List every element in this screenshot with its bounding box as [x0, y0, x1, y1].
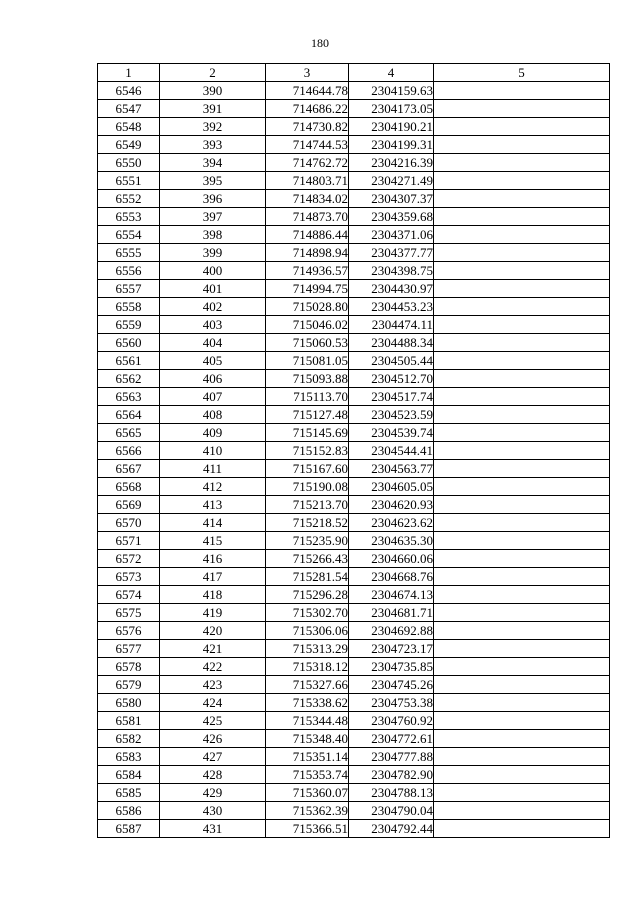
row-number-cell: 6564: [98, 406, 160, 424]
point-number-cell: 393: [160, 136, 266, 154]
table-row: [98, 496, 610, 514]
y-coordinate-cell: 2304782.90: [349, 766, 434, 784]
y-coordinate-cell: 2304760.92: [349, 712, 434, 730]
x-coordinate-cell: 715213.70: [266, 496, 349, 514]
x-coordinate-cell: 715360.07: [266, 784, 349, 802]
note-cell: [434, 208, 610, 226]
row-number-cell: 6561: [98, 352, 160, 370]
table-row: [98, 226, 610, 244]
row-number-cell: 6578: [98, 658, 160, 676]
row-number-cell: 6572: [98, 550, 160, 568]
y-coordinate-cell: 2304790.04: [349, 802, 434, 820]
row-number-cell: 6571: [98, 532, 160, 550]
x-coordinate-cell: 714803.71: [266, 172, 349, 190]
note-cell: [434, 118, 610, 136]
table-row: [98, 406, 610, 424]
table-row: [98, 316, 610, 334]
row-number-cell: 6585: [98, 784, 160, 802]
x-coordinate-cell: 714834.02: [266, 190, 349, 208]
y-coordinate-cell: 2304173.05: [349, 100, 434, 118]
note-cell: [434, 172, 610, 190]
row-number-cell: 6570: [98, 514, 160, 532]
row-number-cell: 6567: [98, 460, 160, 478]
note-cell: [434, 550, 610, 568]
table-row: [98, 802, 610, 820]
table-row: [98, 532, 610, 550]
y-coordinate-cell: 2304271.49: [349, 172, 434, 190]
note-cell: [434, 640, 610, 658]
y-coordinate-cell: 2304539.74: [349, 424, 434, 442]
note-cell: [434, 316, 610, 334]
row-number-cell: 6547: [98, 100, 160, 118]
x-coordinate-cell: 715296.28: [266, 586, 349, 604]
point-number-cell: 403: [160, 316, 266, 334]
x-coordinate-cell: 714730.82: [266, 118, 349, 136]
row-number-cell: 6565: [98, 424, 160, 442]
x-coordinate-cell: 714898.94: [266, 244, 349, 262]
point-number-cell: 395: [160, 172, 266, 190]
row-number-cell: 6576: [98, 622, 160, 640]
y-coordinate-cell: 2304681.71: [349, 604, 434, 622]
table-row: [98, 568, 610, 586]
table-row: [98, 694, 610, 712]
note-cell: [434, 442, 610, 460]
note-cell: [434, 406, 610, 424]
note-cell: [434, 532, 610, 550]
y-coordinate-cell: 2304216.39: [349, 154, 434, 172]
y-coordinate-cell: 2304772.61: [349, 730, 434, 748]
column-header-1: 1: [98, 64, 160, 82]
point-number-cell: 419: [160, 604, 266, 622]
note-cell: [434, 694, 610, 712]
point-number-cell: 390: [160, 82, 266, 100]
x-coordinate-cell: 714886.44: [266, 226, 349, 244]
y-coordinate-cell: 2304544.41: [349, 442, 434, 460]
row-number-cell: 6562: [98, 370, 160, 388]
y-coordinate-cell: 2304692.88: [349, 622, 434, 640]
point-number-cell: 414: [160, 514, 266, 532]
row-number-cell: 6581: [98, 712, 160, 730]
y-coordinate-cell: 2304505.44: [349, 352, 434, 370]
point-number-cell: 422: [160, 658, 266, 676]
table-row: [98, 298, 610, 316]
x-coordinate-cell: 714744.53: [266, 136, 349, 154]
table-row: [98, 100, 610, 118]
point-number-cell: 397: [160, 208, 266, 226]
note-cell: [434, 100, 610, 118]
y-coordinate-cell: 2304377.77: [349, 244, 434, 262]
y-coordinate-cell: 2304488.34: [349, 334, 434, 352]
x-coordinate-cell: 714873.70: [266, 208, 349, 226]
note-cell: [434, 514, 610, 532]
table-row: [98, 208, 610, 226]
x-coordinate-cell: 715266.43: [266, 550, 349, 568]
table-row: [98, 82, 610, 100]
note-cell: [434, 298, 610, 316]
note-cell: [434, 190, 610, 208]
x-coordinate-cell: 714686.22: [266, 100, 349, 118]
row-number-cell: 6556: [98, 262, 160, 280]
point-number-cell: 420: [160, 622, 266, 640]
table-row: [98, 784, 610, 802]
x-coordinate-cell: 715113.70: [266, 388, 349, 406]
row-number-cell: 6583: [98, 748, 160, 766]
point-number-cell: 411: [160, 460, 266, 478]
note-cell: [434, 496, 610, 514]
point-number-cell: 394: [160, 154, 266, 172]
y-coordinate-cell: 2304735.85: [349, 658, 434, 676]
y-coordinate-cell: 2304159.63: [349, 82, 434, 100]
row-number-cell: 6573: [98, 568, 160, 586]
row-number-cell: 6580: [98, 694, 160, 712]
note-cell: [434, 586, 610, 604]
point-number-cell: 408: [160, 406, 266, 424]
table-row: [98, 154, 610, 172]
point-number-cell: 426: [160, 730, 266, 748]
table-row: [98, 442, 610, 460]
table-row: [98, 550, 610, 568]
table-row: [98, 676, 610, 694]
y-coordinate-cell: 2304723.17: [349, 640, 434, 658]
table-row: [98, 622, 610, 640]
note-cell: [434, 748, 610, 766]
x-coordinate-cell: 715167.60: [266, 460, 349, 478]
point-number-cell: 421: [160, 640, 266, 658]
note-cell: [434, 352, 610, 370]
note-cell: [434, 154, 610, 172]
row-number-cell: 6557: [98, 280, 160, 298]
table-row: [98, 748, 610, 766]
column-header-2: 2: [160, 64, 266, 82]
note-cell: [434, 784, 610, 802]
note-cell: [434, 676, 610, 694]
x-coordinate-cell: 715344.48: [266, 712, 349, 730]
x-coordinate-cell: 714994.75: [266, 280, 349, 298]
table-row: [98, 604, 610, 622]
x-coordinate-cell: 715306.06: [266, 622, 349, 640]
table-row: [98, 190, 610, 208]
row-number-cell: 6560: [98, 334, 160, 352]
row-number-cell: 6574: [98, 586, 160, 604]
note-cell: [434, 460, 610, 478]
note-cell: [434, 478, 610, 496]
table-row: [98, 136, 610, 154]
y-coordinate-cell: 2304753.38: [349, 694, 434, 712]
x-coordinate-cell: 714762.72: [266, 154, 349, 172]
x-coordinate-cell: 715351.14: [266, 748, 349, 766]
table-row: [98, 334, 610, 352]
y-coordinate-cell: 2304777.88: [349, 748, 434, 766]
point-number-cell: 423: [160, 676, 266, 694]
y-coordinate-cell: 2304605.05: [349, 478, 434, 496]
row-number-cell: 6575: [98, 604, 160, 622]
point-number-cell: 418: [160, 586, 266, 604]
table-row: [98, 586, 610, 604]
note-cell: [434, 658, 610, 676]
row-number-cell: 6558: [98, 298, 160, 316]
point-number-cell: 409: [160, 424, 266, 442]
note-cell: [434, 604, 610, 622]
row-number-cell: 6559: [98, 316, 160, 334]
y-coordinate-cell: 2304788.13: [349, 784, 434, 802]
row-number-cell: 6546: [98, 82, 160, 100]
column-header-5: 5: [434, 64, 610, 82]
point-number-cell: 412: [160, 478, 266, 496]
x-coordinate-cell: 715313.29: [266, 640, 349, 658]
y-coordinate-cell: 2304199.31: [349, 136, 434, 154]
x-coordinate-cell: 715338.62: [266, 694, 349, 712]
x-coordinate-cell: 715060.53: [266, 334, 349, 352]
x-coordinate-cell: 715190.08: [266, 478, 349, 496]
table-header-row: [98, 64, 610, 82]
x-coordinate-cell: 715218.52: [266, 514, 349, 532]
point-number-cell: 404: [160, 334, 266, 352]
x-coordinate-cell: 715281.54: [266, 568, 349, 586]
column-header-3: 3: [266, 64, 349, 82]
note-cell: [434, 280, 610, 298]
y-coordinate-cell: 2304563.77: [349, 460, 434, 478]
point-number-cell: 399: [160, 244, 266, 262]
table-row: [98, 640, 610, 658]
x-coordinate-cell: 715327.66: [266, 676, 349, 694]
note-cell: [434, 388, 610, 406]
point-number-cell: 417: [160, 568, 266, 586]
table-row: [98, 280, 610, 298]
row-number-cell: 6554: [98, 226, 160, 244]
x-coordinate-cell: 714644.78: [266, 82, 349, 100]
table-row: [98, 370, 610, 388]
row-number-cell: 6552: [98, 190, 160, 208]
point-number-cell: 430: [160, 802, 266, 820]
note-cell: [434, 622, 610, 640]
point-number-cell: 391: [160, 100, 266, 118]
note-cell: [434, 820, 610, 838]
table-row: [98, 820, 610, 838]
y-coordinate-cell: 2304623.62: [349, 514, 434, 532]
row-number-cell: 6548: [98, 118, 160, 136]
row-number-cell: 6549: [98, 136, 160, 154]
y-coordinate-cell: 2304398.75: [349, 262, 434, 280]
point-number-cell: 398: [160, 226, 266, 244]
row-number-cell: 6577: [98, 640, 160, 658]
row-number-cell: 6555: [98, 244, 160, 262]
table-row: [98, 244, 610, 262]
x-coordinate-cell: 715145.69: [266, 424, 349, 442]
x-coordinate-cell: 715348.40: [266, 730, 349, 748]
point-number-cell: 415: [160, 532, 266, 550]
note-cell: [434, 370, 610, 388]
point-number-cell: 416: [160, 550, 266, 568]
y-coordinate-cell: 2304523.59: [349, 406, 434, 424]
point-number-cell: 401: [160, 280, 266, 298]
point-number-cell: 431: [160, 820, 266, 838]
x-coordinate-cell: 715081.05: [266, 352, 349, 370]
table-row: [98, 118, 610, 136]
row-number-cell: 6553: [98, 208, 160, 226]
table-row: [98, 172, 610, 190]
row-number-cell: 6587: [98, 820, 160, 838]
table-row: [98, 352, 610, 370]
coordinates-table: [97, 63, 610, 838]
y-coordinate-cell: 2304620.93: [349, 496, 434, 514]
point-number-cell: 427: [160, 748, 266, 766]
note-cell: [434, 712, 610, 730]
table-row: [98, 388, 610, 406]
table-row: [98, 730, 610, 748]
point-number-cell: 392: [160, 118, 266, 136]
y-coordinate-cell: 2304359.68: [349, 208, 434, 226]
column-header-4: 4: [349, 64, 434, 82]
note-cell: [434, 244, 610, 262]
x-coordinate-cell: 715353.74: [266, 766, 349, 784]
y-coordinate-cell: 2304660.06: [349, 550, 434, 568]
x-coordinate-cell: 714936.57: [266, 262, 349, 280]
point-number-cell: 396: [160, 190, 266, 208]
note-cell: [434, 136, 610, 154]
x-coordinate-cell: 715152.83: [266, 442, 349, 460]
table-row: [98, 262, 610, 280]
y-coordinate-cell: 2304674.13: [349, 586, 434, 604]
point-number-cell: 429: [160, 784, 266, 802]
y-coordinate-cell: 2304668.76: [349, 568, 434, 586]
note-cell: [434, 262, 610, 280]
row-number-cell: 6584: [98, 766, 160, 784]
table-row: [98, 424, 610, 442]
note-cell: [434, 226, 610, 244]
y-coordinate-cell: 2304307.37: [349, 190, 434, 208]
note-cell: [434, 766, 610, 784]
x-coordinate-cell: 715362.39: [266, 802, 349, 820]
table-body: [98, 82, 610, 838]
point-number-cell: 410: [160, 442, 266, 460]
x-coordinate-cell: 715318.12: [266, 658, 349, 676]
point-number-cell: 413: [160, 496, 266, 514]
point-number-cell: 407: [160, 388, 266, 406]
point-number-cell: 400: [160, 262, 266, 280]
table-row: [98, 658, 610, 676]
y-coordinate-cell: 2304745.26: [349, 676, 434, 694]
x-coordinate-cell: 715046.02: [266, 316, 349, 334]
note-cell: [434, 424, 610, 442]
x-coordinate-cell: 715366.51: [266, 820, 349, 838]
x-coordinate-cell: 715028.80: [266, 298, 349, 316]
row-number-cell: 6551: [98, 172, 160, 190]
note-cell: [434, 730, 610, 748]
y-coordinate-cell: 2304430.97: [349, 280, 434, 298]
row-number-cell: 6569: [98, 496, 160, 514]
point-number-cell: 425: [160, 712, 266, 730]
point-number-cell: 428: [160, 766, 266, 784]
x-coordinate-cell: 715127.48: [266, 406, 349, 424]
table-row: [98, 460, 610, 478]
row-number-cell: 6568: [98, 478, 160, 496]
y-coordinate-cell: 2304453.23: [349, 298, 434, 316]
row-number-cell: 6550: [98, 154, 160, 172]
point-number-cell: 424: [160, 694, 266, 712]
note-cell: [434, 568, 610, 586]
point-number-cell: 405: [160, 352, 266, 370]
table-row: [98, 514, 610, 532]
point-number-cell: 402: [160, 298, 266, 316]
note-cell: [434, 82, 610, 100]
table-row: [98, 478, 610, 496]
row-number-cell: 6579: [98, 676, 160, 694]
y-coordinate-cell: 2304635.30: [349, 532, 434, 550]
y-coordinate-cell: 2304371.06: [349, 226, 434, 244]
row-number-cell: 6566: [98, 442, 160, 460]
page-number: 180: [311, 36, 329, 50]
note-cell: [434, 802, 610, 820]
x-coordinate-cell: 715093.88: [266, 370, 349, 388]
y-coordinate-cell: 2304517.74: [349, 388, 434, 406]
point-number-cell: 406: [160, 370, 266, 388]
x-coordinate-cell: 715302.70: [266, 604, 349, 622]
y-coordinate-cell: 2304190.21: [349, 118, 434, 136]
y-coordinate-cell: 2304792.44: [349, 820, 434, 838]
x-coordinate-cell: 715235.90: [266, 532, 349, 550]
row-number-cell: 6582: [98, 730, 160, 748]
note-cell: [434, 334, 610, 352]
y-coordinate-cell: 2304474.11: [349, 316, 434, 334]
table-row: [98, 766, 610, 784]
row-number-cell: 6563: [98, 388, 160, 406]
table-row: [98, 712, 610, 730]
y-coordinate-cell: 2304512.70: [349, 370, 434, 388]
row-number-cell: 6586: [98, 802, 160, 820]
